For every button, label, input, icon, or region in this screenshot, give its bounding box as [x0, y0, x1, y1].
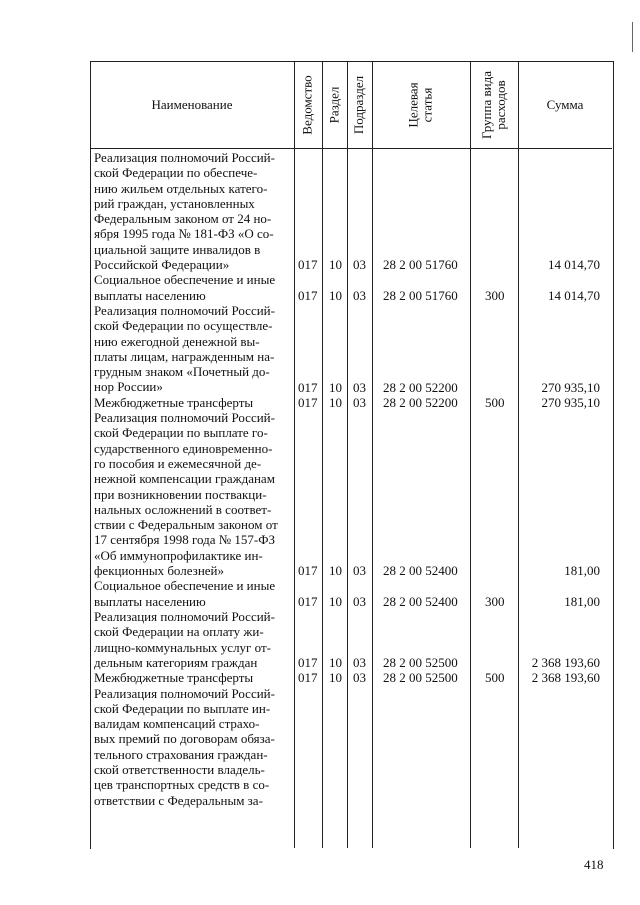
- cell-celevaya: 28 2 00 51760: [383, 287, 458, 303]
- cell-vedomstvo: 017: [298, 563, 318, 579]
- header-podrazdel-label: Подраздел: [351, 75, 367, 134]
- row-name-line: «Об иммунопрофилактике ин-: [94, 547, 263, 563]
- cell-celevaya: 28 2 00 52500: [383, 670, 458, 686]
- row-name-line: валидам компенсаций страхо-: [94, 716, 260, 732]
- header-celevaya-line2: статья: [419, 87, 435, 122]
- table-row: [90, 410, 612, 578]
- cell-vedomstvo: 017: [298, 654, 318, 670]
- cell-celevaya: 28 2 00 52200: [383, 394, 458, 410]
- row-name-line: ской Федерации по выплате ин-: [94, 700, 271, 716]
- cell-gruppa: 500: [485, 394, 505, 410]
- cell-podrazdel: 03: [353, 593, 366, 609]
- cell-summa: 270 935,10: [541, 394, 600, 410]
- header-celevaya-label: [407, 82, 435, 127]
- row-name-line: вых премий по договорам обяза-: [94, 731, 275, 747]
- table-row: [90, 272, 612, 303]
- header-name-label: Наименование: [151, 96, 233, 112]
- cell-razdel: 10: [329, 257, 342, 273]
- cell-summa: 14 014,70: [548, 257, 600, 273]
- row-name-line: Российской Федерации»: [94, 257, 230, 273]
- header-gruppa-line2: расходов: [493, 79, 509, 130]
- cell-vedomstvo: 017: [298, 257, 318, 273]
- row-name-line: цев транспортных средств в со-: [94, 777, 270, 793]
- row-name: [94, 578, 286, 609]
- cell-razdel: 10: [329, 287, 342, 303]
- header-separator: [90, 148, 612, 149]
- row-name-line: ской Федерации по выплате го-: [94, 425, 268, 441]
- cell-razdel: 10: [329, 593, 342, 609]
- row-name-line: Социальное обеспечение и иные: [94, 272, 276, 288]
- cell-podrazdel: 03: [353, 379, 366, 395]
- row-name-line: ской ответственности владель-: [94, 761, 265, 777]
- row-name-line: нию жильем отдельных катего-: [94, 180, 268, 196]
- cell-summa: 270 935,10: [541, 379, 600, 395]
- cell-podrazdel: 03: [353, 394, 366, 410]
- row-name-line: рий граждан, установленных: [94, 195, 255, 211]
- row-name-line: го пособия и ежемесячной де-: [94, 455, 262, 471]
- table-row: [90, 609, 612, 670]
- cell-summa: 2 368 193,60: [531, 670, 600, 686]
- cell-vedomstvo: 017: [298, 593, 318, 609]
- cell-razdel: 10: [329, 394, 342, 410]
- row-name-line: Реализация полномочий Россий-: [94, 410, 275, 426]
- table-row: [90, 303, 612, 395]
- row-name-line: Реализация полномочий Россий-: [94, 609, 275, 624]
- cell-vedomstvo: 017: [298, 394, 318, 410]
- cell-razdel: 10: [329, 654, 342, 670]
- row-name-line: Реализация полномочий Россий-: [94, 150, 275, 165]
- page-number: 418: [584, 857, 604, 872]
- cell-celevaya: 28 2 00 52400: [383, 563, 458, 579]
- row-name-line: ской Федерации по обеспече-: [94, 165, 258, 181]
- row-name: [94, 272, 286, 303]
- row-name-line: нию ежегодной денежной вы-: [94, 333, 260, 349]
- cell-podrazdel: 03: [353, 563, 366, 579]
- cell-celevaya: 28 2 00 52200: [383, 379, 458, 395]
- cell-vedomstvo: 017: [298, 287, 318, 303]
- row-name-line: Федеральным законом от 24 но-: [94, 211, 272, 227]
- row-name-line: сударственного единовременно-: [94, 440, 273, 456]
- cell-podrazdel: 03: [353, 654, 366, 670]
- row-name-line: ября 1995 года № 181-ФЗ «О со-: [94, 226, 274, 242]
- row-name: [94, 395, 286, 410]
- row-name-line: тельного страхования граждан-: [94, 746, 268, 762]
- row-name-line: лищно-коммунальных услуг от-: [94, 639, 271, 655]
- cell-summa: 181,00: [564, 563, 600, 579]
- row-name-line: Реализация полномочий Россий-: [94, 303, 275, 318]
- header-summa-label: Сумма: [546, 96, 584, 112]
- table-row: [90, 578, 612, 609]
- row-name-line: грудным знаком «Почетный до-: [94, 364, 270, 380]
- row-name-line: нальных осложнений в соответ-: [94, 501, 272, 517]
- header-vedomstvo: [294, 61, 322, 148]
- cell-summa: 14 014,70: [548, 287, 600, 303]
- row-name-line: 17 сентября 1998 года № 157-ФЗ: [94, 532, 276, 548]
- cell-razdel: 10: [329, 670, 342, 686]
- row-name-line: Реализация полномочий Россий-: [94, 685, 275, 701]
- row-name: [94, 686, 286, 808]
- header-gruppa: [470, 61, 518, 148]
- row-name-line: при возникновении поствакци-: [94, 486, 267, 502]
- table-row: [90, 150, 612, 272]
- row-name-line: Межбюджетные трансферты: [94, 394, 254, 410]
- row-name: [94, 303, 286, 395]
- cell-razdel: 10: [329, 379, 342, 395]
- cell-vedomstvo: 017: [298, 379, 318, 395]
- row-name: [94, 410, 286, 578]
- row-name-line: нежной компенсации гражданам: [94, 471, 275, 487]
- cell-gruppa: 500: [485, 670, 505, 686]
- scan-edge-mark: [632, 22, 633, 52]
- cell-summa: 181,00: [564, 593, 600, 609]
- header-razdel-label: Раздел: [326, 86, 342, 123]
- row-name-line: выплаты населению: [94, 593, 206, 609]
- cell-gruppa: 300: [485, 287, 505, 303]
- header-razdel: [322, 61, 347, 148]
- header-name: [90, 61, 294, 148]
- row-name-line: дельным категориям граждан: [94, 654, 258, 670]
- cell-summa: 2 368 193,60: [531, 654, 600, 670]
- table-row: [90, 670, 612, 685]
- row-name-line: выплаты населению: [94, 287, 206, 303]
- table-row: [90, 395, 612, 410]
- row-name-line: циальной защите инвалидов в: [94, 241, 261, 257]
- cell-celevaya: 28 2 00 52400: [383, 593, 458, 609]
- row-name-line: ской Федерации на оплату жи-: [94, 624, 264, 640]
- row-name-line: ствии с Федеральным законом от: [94, 517, 278, 533]
- cell-podrazdel: 03: [353, 287, 366, 303]
- cell-celevaya: 28 2 00 52500: [383, 654, 458, 670]
- row-name: [94, 150, 286, 272]
- header-gruppa-label: [480, 71, 508, 139]
- header-gruppa-line1: Группа вида: [479, 70, 495, 139]
- cell-vedomstvo: 017: [298, 670, 318, 686]
- row-name-line: фекционных болезней»: [94, 563, 224, 579]
- row-name: [94, 670, 286, 685]
- header-vedomstvo-label: Ведомство: [300, 74, 315, 135]
- cell-celevaya: 28 2 00 51760: [383, 257, 458, 273]
- row-name-line: платы лицам, награжденным на-: [94, 348, 275, 364]
- cell-podrazdel: 03: [353, 257, 366, 273]
- header-podrazdel: [347, 61, 372, 148]
- cell-razdel: 10: [329, 563, 342, 579]
- row-name-line: ской Федерации по осуществле-: [94, 318, 273, 334]
- row-name-line: Межбюджетные трансферты: [94, 670, 254, 686]
- header-celevaya-line1: Целевая: [405, 81, 421, 128]
- row-name-line: Социальное обеспечение и иные: [94, 578, 276, 594]
- row-name-line: нор России»: [94, 379, 163, 395]
- cell-gruppa: 300: [485, 593, 505, 609]
- row-name: [94, 609, 286, 670]
- header-summa: [518, 61, 612, 148]
- table-row: [90, 686, 612, 808]
- row-name-line: ответствии с Федеральным за-: [94, 792, 263, 808]
- header-celevaya: [372, 61, 470, 148]
- cell-podrazdel: 03: [353, 670, 366, 686]
